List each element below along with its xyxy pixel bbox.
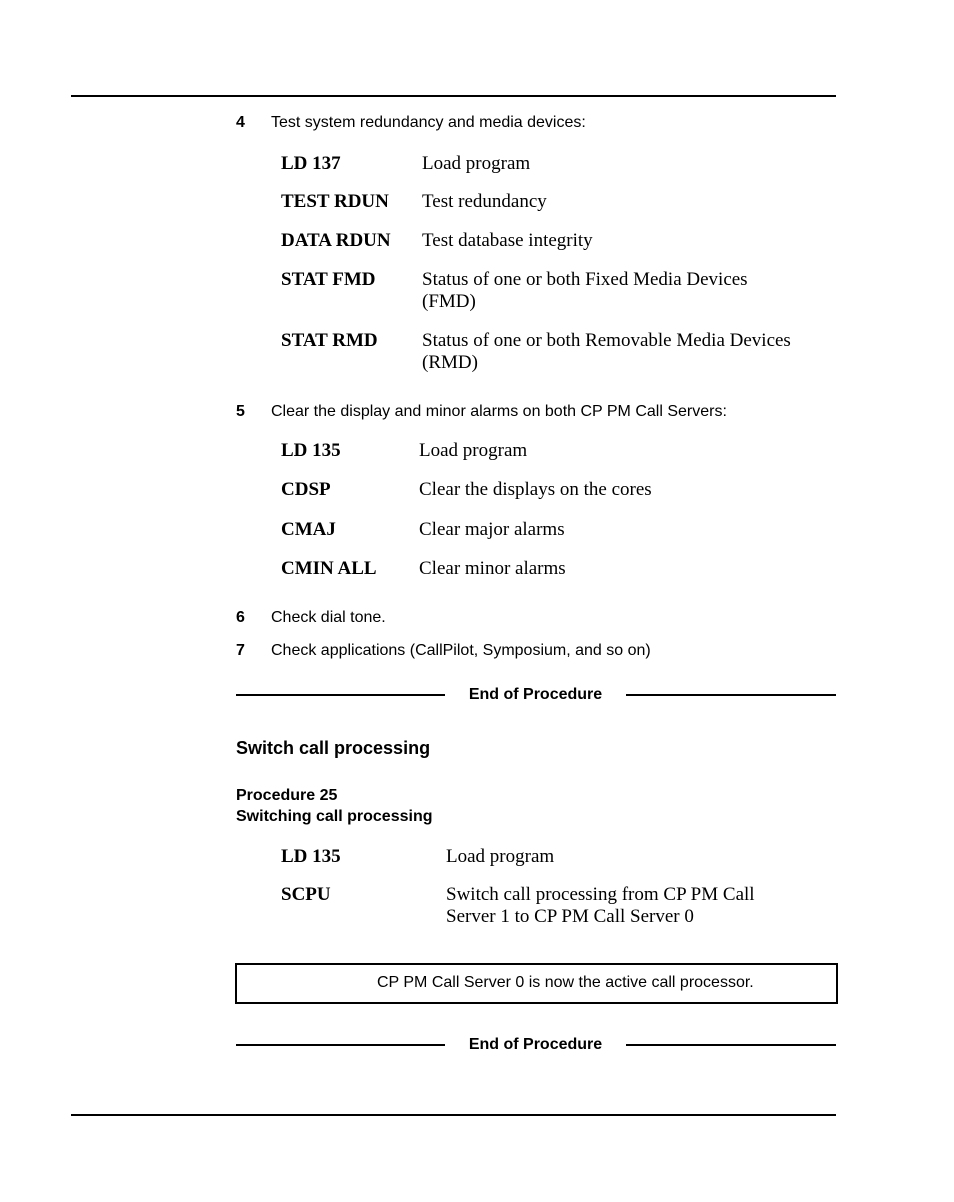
end-of-procedure-divider — [236, 1035, 836, 1055]
command: SCPU — [281, 884, 331, 905]
command-description: Load program — [422, 153, 531, 174]
command: CMIN ALL — [281, 558, 377, 579]
command: LD 137 — [281, 153, 341, 174]
step-text: Test system redundancy and media devices: — [271, 114, 586, 131]
bottom-rule — [71, 1114, 836, 1116]
end-of-procedure-divider — [236, 685, 836, 705]
command-description: Clear the displays on the cores — [419, 479, 652, 500]
command: CMAJ — [281, 519, 336, 540]
command-description: Load program — [419, 440, 528, 461]
command: TEST RDUN — [281, 191, 389, 212]
procedure-number: Procedure 25 — [236, 787, 338, 804]
divider-line — [626, 1044, 836, 1046]
step-number: 6 — [236, 609, 245, 626]
top-rule — [71, 95, 836, 97]
divider-line — [236, 1044, 445, 1046]
note-box — [235, 963, 838, 1004]
command-description: Test database integrity — [422, 230, 593, 251]
command-description-line-2: (FMD) — [422, 291, 476, 312]
command: CDSP — [281, 479, 331, 500]
command-description-line-2: Server 1 to CP PM Call Server 0 — [446, 906, 694, 927]
command-description: Clear minor alarms — [419, 558, 566, 579]
section-heading: Switch call processing — [236, 738, 431, 758]
command-description: Clear major alarms — [419, 519, 565, 540]
procedure-title: Switching call processing — [236, 808, 433, 825]
command: STAT FMD — [281, 269, 376, 290]
command: LD 135 — [281, 440, 341, 461]
divider-line — [236, 694, 445, 696]
step-number: 5 — [236, 403, 245, 420]
command-description-line-1: Switch call processing from CP PM Call — [446, 884, 755, 905]
step-text: Check dial tone. — [271, 609, 386, 626]
command-description-line-2: (RMD) — [422, 352, 478, 373]
end-of-procedure-label: End of Procedure — [468, 686, 603, 703]
step-number: 4 — [236, 114, 245, 131]
step-text: Clear the display and minor alarms on both CP PM Call Servers: — [271, 403, 727, 420]
command-description: Load program — [446, 846, 555, 867]
command: DATA RDUN — [281, 230, 391, 251]
command: STAT RMD — [281, 330, 378, 351]
step-number: 7 — [236, 642, 245, 659]
command-description: Test redundancy — [422, 191, 547, 212]
divider-line — [626, 694, 836, 696]
step-text: Check applications (CallPilot, Symposium, and so on) — [271, 642, 651, 659]
command-description-line-1: Status of one or both Fixed Media Devices — [422, 269, 748, 290]
command-description-line-1: Status of one or both Removable Media Devices — [422, 330, 791, 351]
end-of-procedure-label: End of Procedure — [468, 1036, 603, 1053]
command: LD 135 — [281, 846, 341, 867]
note-text: CP PM Call Server 0 is now the active call processor. — [377, 974, 754, 991]
